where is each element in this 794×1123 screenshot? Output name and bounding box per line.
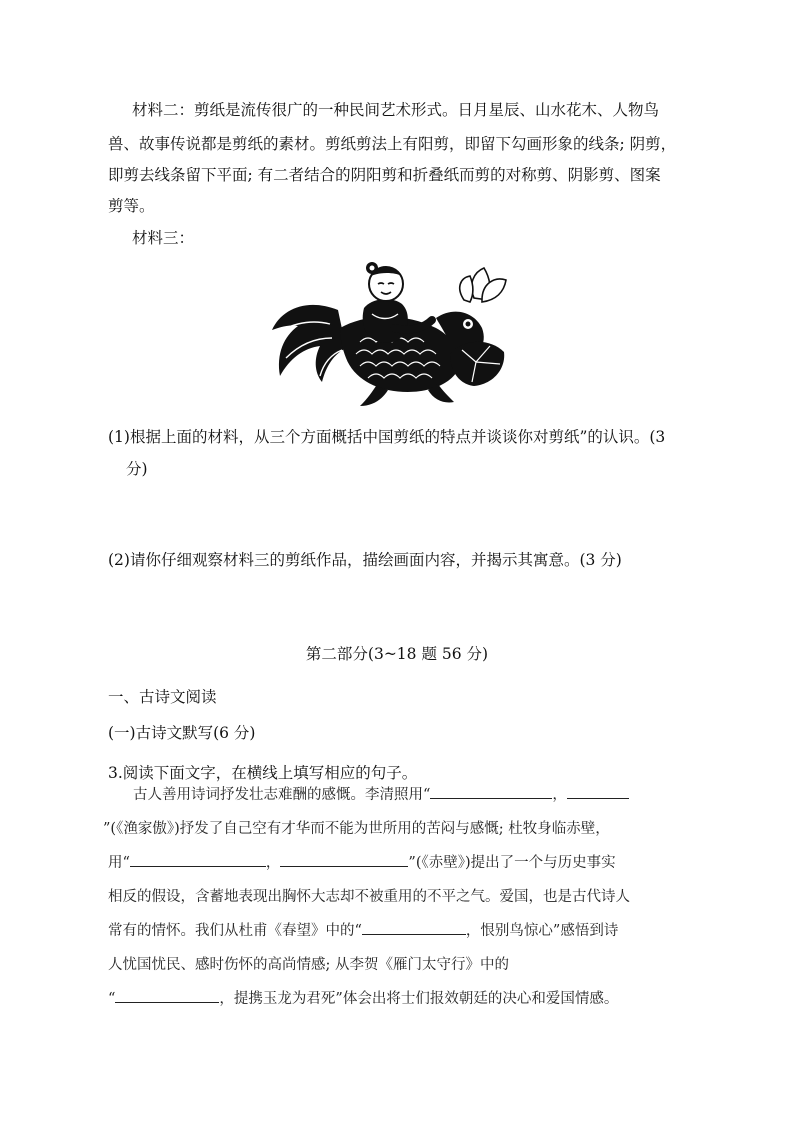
passage-text: ，提携玉龙为君死”体会出将士们报效朝廷的决心和爱国情感。: [219, 991, 619, 1007]
material-three-label: 材料三：: [132, 229, 195, 247]
material-two-line-4: 剪等。: [108, 197, 155, 215]
passage-text: 古人善用诗词抒发壮志难酬的感慨。李清照用“: [133, 787, 431, 803]
subsection-dictation: (一)古诗文默写(6 分): [108, 724, 256, 742]
passage-line-6: 人忧国忧民、感时伤怀的高尚情感; 从李贺《雁门太守行》中的: [108, 957, 509, 973]
passage-text: “: [108, 991, 116, 1007]
passage-text: ，: [265, 855, 281, 871]
answer-blank-2[interactable]: [567, 784, 629, 799]
passage-text: 常有的情怀。我们从杜甫《春望》中的“: [108, 923, 362, 939]
passage-text: ”(《赤壁》)提出了一个与历史事实: [408, 855, 616, 871]
material-two-line-1: 材料二：剪纸是流传很广的一种民间艺术形式。日月星辰、山水花木、人物鸟: [132, 101, 660, 119]
answer-blank-3[interactable]: [130, 852, 266, 867]
part-two-title: 第二部分(3~18 题 56 分): [305, 645, 489, 663]
section-ancient-poetry: 一、古诗文阅读: [108, 688, 217, 706]
passage-text: ，: [552, 787, 567, 803]
passage-line-1: [133, 778, 629, 812]
paper-cut-boy-carp-image: [268, 258, 512, 412]
answer-blank-4[interactable]: [280, 852, 408, 867]
material-two-line-3: 即剪去线条留下平面; 有二者结合的阴阳剪和折叠纸而剪的对称剪、阴影剪、图案: [108, 166, 661, 184]
material-two-line-2: 兽、故事传说都是剪纸的素材。剪纸剪法上有阳剪，即留下勾画形象的线条; 阴剪，: [108, 135, 677, 153]
question-two: (2)请你仔细观察材料三的剪纸作品，描绘画面内容，并揭示其寓意。(3 分): [108, 551, 622, 569]
passage-text: 用“: [108, 855, 130, 871]
answer-blank-1[interactable]: [430, 784, 552, 799]
passage-line-7: [108, 982, 618, 1016]
passage-text: ，恨别鸟惊心”感悟到诗: [465, 923, 619, 939]
answer-blank-6[interactable]: [115, 988, 219, 1003]
passage-line-3: [108, 846, 616, 880]
passage-line-5: [108, 914, 618, 948]
answer-blank-5[interactable]: [362, 920, 466, 935]
passage-line-2: ”(《渔家傲》)抒发了自己空有才华而不能为世所用的苦闷与感慨; 杜牧身临赤壁，: [103, 821, 610, 837]
question-one-line-2: 分): [126, 460, 148, 478]
passage-line-4: 相反的假设，含蓄地表现出胸怀大志却不被重用的不平之气。爱国，也是古代诗人: [108, 889, 630, 905]
question-one-line-1: (1)根据上面的材料，从三个方面概括中国剪纸的特点并谈谈你对剪纸”的认识。(3: [108, 428, 666, 446]
question-three-prompt: 3.阅读下面文字，在横线上填写相应的句子。: [108, 764, 418, 782]
